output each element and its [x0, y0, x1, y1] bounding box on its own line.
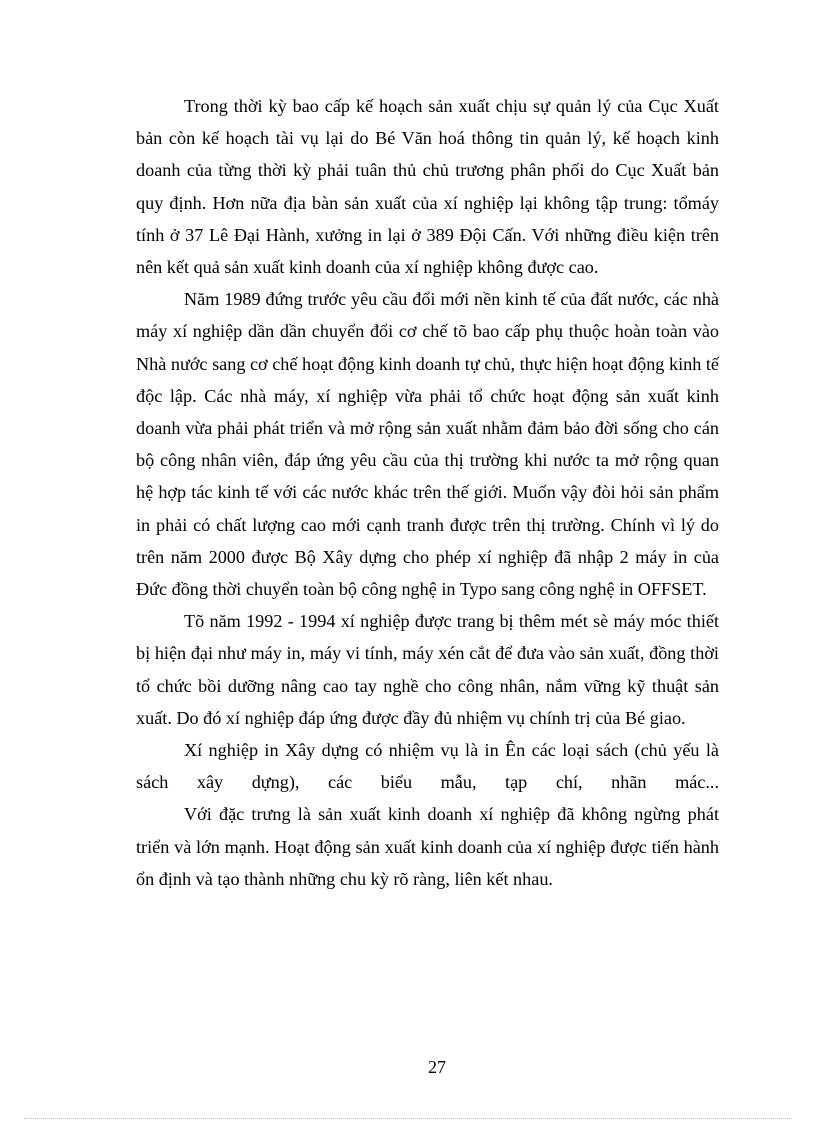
- page-bottom-divider: [24, 1118, 792, 1119]
- page-number: 27: [428, 1057, 446, 1077]
- paragraph-5: Với đặc trưng là sản xuất kinh doanh xí nghiệp đã không ngừng phát triển và lớn mạnh. Hoạt động sản xuất kinh doanh của xí nghiệp được tiến hành ổn định và tạo thành những chu kỳ rõ ràng, liên kết nhau.: [136, 804, 719, 889]
- paragraph-3: Tõ năm 1992 - 1994 xí nghiệp được trang bị thêm mét sè máy móc thiết bị hiện đại như máy in, máy vi tính, máy xén cắt để đưa vào sản xuất, đồng thời tổ chức bồi dưỡng nâng cao tay nghề cho công nhân, nắm vững kỹ thuật sản xuất. Do đó xí nghiệp đáp ứng được đầy đủ nhiệm vụ chính trị của Bé giao.: [136, 611, 719, 728]
- document-body: [136, 90, 719, 895]
- paragraph-2: Năm 1989 đứng trước yêu cầu đổi mới nền kinh tế của đất nước, các nhà máy xí nghiệp dần dần chuyển đổi cơ chế tõ bao cấp phụ thuộc hoàn toàn vào Nhà nước sang cơ chế hoạt động kinh doanh tự chủ, thực hiện hoạt động kinh tế độc lập. Các nhà máy, xí nghiệp vừa phải tổ chức hoạt động sản xuất kinh doanh vừa phải phát triển và mở rộng sản xuất nhằm đảm bảo đời sống cho cán bộ công nhân viên, đáp ứng yêu cầu của thị trường khi nước ta mở rộng quan hệ hợp tác kinh tế với các nước khác trên thế giới. Muốn vậy đòi hỏi sản phẩm in phải có chất lượng cao mới cạnh tranh được trên thị trường. Chính vì lý do trên năm 2000 được Bộ Xây dựng cho phép xí nghiệp đã nhập 2 máy in của Đức đồng thời chuyển toàn bộ công nghệ in Typo sang công nghệ in OFFSET.: [136, 289, 719, 600]
- paragraph-1: Trong thời kỳ bao cấp kế hoạch sản xuất chịu sự quản lý của Cục Xuất bản còn kế hoạch tài vụ lại do Bé Văn hoá thông tin quản lý, kế hoạch kinh doanh của từng thời kỳ phải tuân thủ chủ trương phân phối do Cục Xuất bản quy định. Hơn nữa địa bàn sản xuất của xí nghiệp lại không tập trung: tổmáy tính ở 37 Lê Đại Hành, xưởng in lại ở 389 Đội Cấn. Với những điều kiện trên nên kết quả sản xuất kinh doanh của xí nghiệp không được cao.: [136, 96, 719, 278]
- paragraph-4: Xí nghiệp in Xây dựng có nhiệm vụ là in Ên các loại sách (chủ yếu là sách xây dựng), các biểu mẫu, tạp chí, nhãn mác...: [136, 740, 719, 793]
